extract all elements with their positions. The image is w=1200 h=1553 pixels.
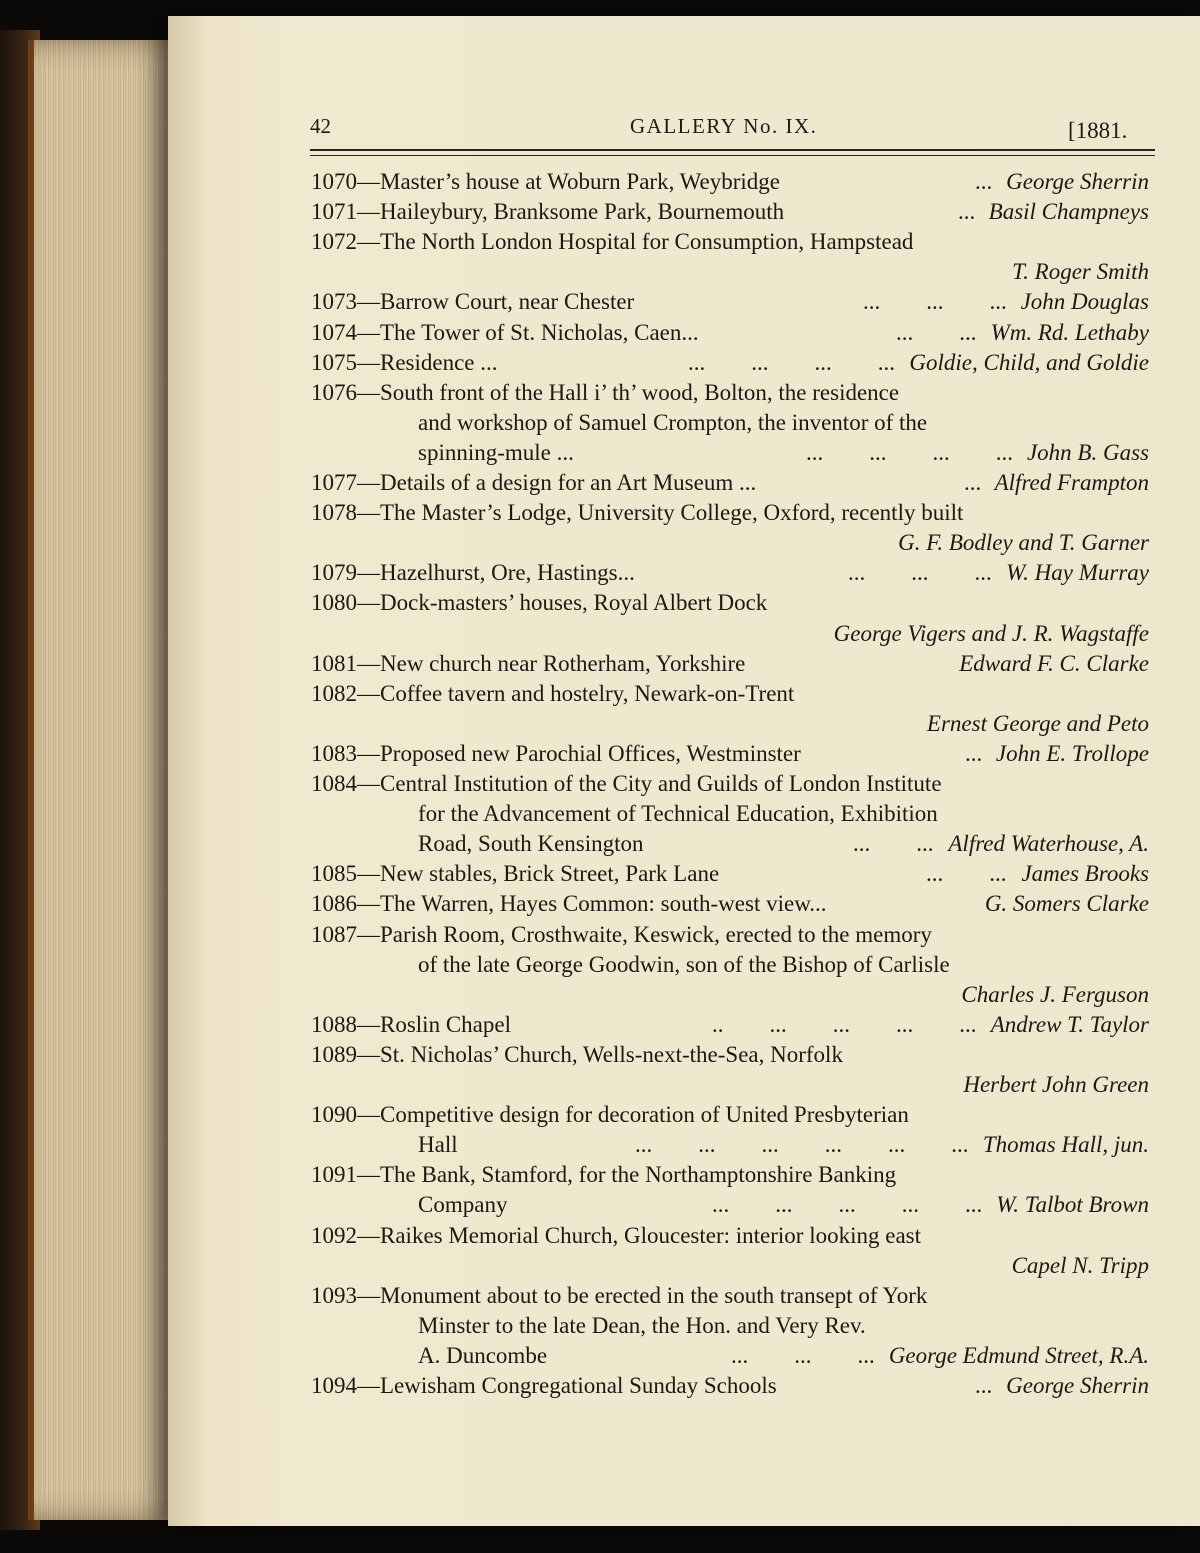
entry-title: 1070—Master’s house at Woburn Park, Weybridge bbox=[311, 169, 781, 194]
architect-name: Charles J. Ferguson bbox=[961, 981, 1149, 1007]
entry-title: 1090—Competitive design for decoration of United Presbyterian bbox=[311, 1102, 909, 1128]
architect-name: John Douglas bbox=[1020, 289, 1149, 315]
entry-title: 1077—Details of a design for an Art Museum ... bbox=[311, 470, 757, 495]
architect-name: George Edmund Street, R.A. bbox=[888, 1342, 1149, 1368]
leader-dots: ... ... bbox=[896, 319, 977, 345]
architect-name: Herbert John Green bbox=[963, 1072, 1149, 1097]
entry-line bbox=[311, 559, 1149, 587]
entry-continuation-line bbox=[418, 409, 1149, 437]
architect-name: T. Roger Smith bbox=[1012, 259, 1149, 285]
entry-title-continued: of the late George Goodwin, son of the Bishop of Carlisle bbox=[418, 951, 950, 977]
entry-title: 1081—New church near Rotherham, Yorkshire bbox=[311, 650, 746, 676]
leader-dots: ... ... ... ... ... bbox=[712, 1192, 983, 1218]
architect-name: G. F. Bodley and T. Garner bbox=[898, 530, 1149, 556]
entry-continuation-line bbox=[311, 1252, 1149, 1280]
architect-name: Andrew T. Taylor bbox=[990, 1011, 1149, 1037]
architect-name: W. Talbot Brown bbox=[996, 1192, 1149, 1218]
entry-line bbox=[311, 1282, 1149, 1310]
book-page bbox=[168, 16, 1200, 1526]
entry-line bbox=[311, 770, 1149, 798]
leader-dots: ... bbox=[965, 740, 983, 766]
page-edges bbox=[28, 40, 184, 1520]
architect-name: Ernest George and Peto bbox=[926, 710, 1149, 736]
entry-title-continued: spinning-mule ... bbox=[418, 439, 574, 465]
entry-continuation-line bbox=[418, 951, 1149, 979]
entry-title: 1083—Proposed new Parochial Offices, Westminster bbox=[311, 740, 801, 766]
entry-line bbox=[311, 288, 1149, 316]
architect-name: Basil Champneys bbox=[988, 199, 1149, 225]
architect-name: Goldie, Child, and Goldie bbox=[909, 349, 1149, 375]
architect-name: James Brooks bbox=[1021, 861, 1149, 887]
entry-title-continued: Hall bbox=[418, 1132, 458, 1158]
leader-dots: ... ... ... ... bbox=[806, 439, 1013, 465]
architect-name: John E. Trollope bbox=[995, 740, 1149, 766]
entry-title: 1091—The Bank, Stamford, for the Northamptonshire Banking bbox=[311, 1162, 897, 1188]
architect-name: George Vigers and J. R. Wagstaffe bbox=[833, 620, 1149, 646]
year-label: [1881. bbox=[1068, 118, 1128, 143]
entry-continuation-line bbox=[418, 1191, 1149, 1219]
entry-title-continued: A. Duncombe bbox=[418, 1342, 548, 1368]
entry-title: 1076—South front of the Hall i’ th’ wood, Bolton, the residence bbox=[311, 379, 900, 405]
leader-dots: ... ... ... bbox=[731, 1342, 875, 1368]
architect-name: Wm. Rd. Lethaby bbox=[990, 319, 1149, 345]
architect-name: John B. Gass bbox=[1026, 439, 1149, 465]
entry-continuation-line bbox=[418, 800, 1149, 828]
entry-continuation-line bbox=[418, 1312, 1149, 1340]
leader-dots: ... bbox=[958, 199, 976, 225]
entry-line bbox=[311, 740, 1149, 768]
entry-continuation-line bbox=[311, 258, 1149, 286]
entry-title: 1082—Coffee tavern and hostelry, Newark-on-Trent bbox=[311, 680, 795, 706]
leader-dots: ... ... ... ... ... ... bbox=[635, 1132, 969, 1158]
entry-line bbox=[311, 890, 1149, 918]
entry-title-continued: Minster to the late Dean, the Hon. and Very Rev. bbox=[418, 1312, 866, 1338]
entry-line bbox=[311, 228, 1149, 256]
entry-line bbox=[311, 198, 1149, 226]
leader-dots: ... ... ... bbox=[863, 289, 1007, 315]
entry-title-continued: for the Advancement of Technical Education, Exhibition bbox=[418, 801, 938, 827]
entry-continuation-line bbox=[418, 1131, 1149, 1159]
entry-line bbox=[311, 589, 1149, 617]
entry-line bbox=[311, 499, 1149, 527]
entry-title: 1094—Lewisham Congregational Sunday Schools bbox=[311, 1373, 777, 1398]
entry-line bbox=[311, 1101, 1149, 1129]
entry-line bbox=[311, 1011, 1149, 1039]
entry-title-continued: Road, South Kensington bbox=[418, 831, 644, 857]
architect-name: W. Hay Murray bbox=[1006, 560, 1149, 586]
entry-line bbox=[311, 1161, 1149, 1189]
header-rule-thin bbox=[310, 155, 1155, 156]
entry-continuation-line bbox=[311, 620, 1149, 648]
architect-name: Capel N. Tripp bbox=[1011, 1252, 1149, 1278]
entry-line bbox=[311, 168, 1149, 196]
entry-title: 1079—Hazelhurst, Ore, Hastings... bbox=[311, 560, 635, 586]
leader-dots: ... bbox=[964, 470, 982, 495]
entry-title: 1087—Parish Room, Crosthwaite, Keswick, erected to the memory bbox=[311, 921, 932, 947]
entry-title: 1085—New stables, Brick Street, Park Lane bbox=[311, 861, 720, 887]
entry-title: 1080—Dock-masters’ houses, Royal Albert Dock bbox=[311, 590, 768, 616]
leader-dots: ... bbox=[975, 169, 993, 194]
architect-name: Thomas Hall, jun. bbox=[982, 1132, 1149, 1158]
entry-line bbox=[311, 469, 1149, 497]
entry-title: 1073—Barrow Court, near Chester bbox=[311, 289, 635, 315]
leader-dots: .. ... ... ... ... bbox=[712, 1011, 977, 1037]
page-header bbox=[168, 114, 1200, 154]
architect-name: Edward F. C. Clarke bbox=[959, 650, 1149, 676]
entry-continuation-line bbox=[311, 1071, 1149, 1099]
leader-dots: ... ... bbox=[853, 831, 934, 857]
page-number: 42 bbox=[310, 114, 331, 138]
entry-continuation-line bbox=[311, 710, 1149, 738]
entry-title-continued: and workshop of Samuel Crompton, the inventor of the bbox=[418, 409, 928, 435]
entry-line bbox=[311, 921, 1149, 949]
entry-title: 1084—Central Institution of the City and Guilds of London Institute bbox=[311, 771, 942, 796]
leader-dots: ... ... bbox=[926, 861, 1007, 887]
entry-line bbox=[311, 1372, 1149, 1400]
entry-title: 1074—The Tower of St. Nicholas, Caen... bbox=[311, 319, 699, 345]
architect-name: G. Somers Clarke bbox=[984, 891, 1149, 917]
entry-line bbox=[311, 650, 1149, 678]
entry-line bbox=[311, 1041, 1149, 1069]
gallery-title: GALLERY No. IX. bbox=[630, 114, 818, 138]
entry-line bbox=[311, 1222, 1149, 1250]
entry-title: 1086—The Warren, Hayes Common: south-west view... bbox=[311, 891, 827, 917]
leader-dots: ... ... ... ... bbox=[688, 349, 895, 375]
entry-line bbox=[311, 319, 1149, 347]
entry-title: 1071—Haileybury, Branksome Park, Bournemouth bbox=[311, 199, 785, 225]
entry-line bbox=[311, 379, 1149, 407]
architect-name: Alfred Frampton bbox=[994, 470, 1149, 495]
leader-dots: ... bbox=[975, 1373, 993, 1398]
entry-continuation-line bbox=[418, 439, 1149, 467]
architect-name: George Sherrin bbox=[1006, 1373, 1149, 1398]
entry-line bbox=[311, 860, 1149, 888]
entry-continuation-line bbox=[418, 830, 1149, 858]
entry-title: 1072—The North London Hospital for Consumption, Hampstead bbox=[311, 229, 914, 255]
header-rule bbox=[310, 149, 1155, 151]
entry-continuation-line bbox=[311, 981, 1149, 1009]
entry-title: 1092—Raikes Memorial Church, Gloucester: interior looking east bbox=[311, 1222, 922, 1248]
entry-line bbox=[311, 680, 1149, 708]
entry-title: 1093—Monument about to be erected in the south transept of York bbox=[311, 1282, 928, 1308]
entry-title: 1088—Roslin Chapel bbox=[311, 1011, 511, 1037]
entry-title-continued: Company bbox=[418, 1192, 508, 1218]
leader-dots: ... ... ... bbox=[848, 560, 992, 586]
entry-title: 1089—St. Nicholas’ Church, Wells-next-the-Sea, Norfolk bbox=[311, 1041, 843, 1067]
entry-title: 1075—Residence ... bbox=[311, 349, 498, 375]
entry-line bbox=[311, 349, 1149, 377]
entry-title: 1078—The Master’s Lodge, University College, Oxford, recently built bbox=[311, 500, 964, 526]
entry-continuation-line bbox=[311, 529, 1149, 557]
architect-name: Alfred Waterhouse, A. bbox=[948, 831, 1149, 857]
entry-continuation-line bbox=[418, 1342, 1149, 1370]
architect-name: George Sherrin bbox=[1006, 169, 1149, 194]
